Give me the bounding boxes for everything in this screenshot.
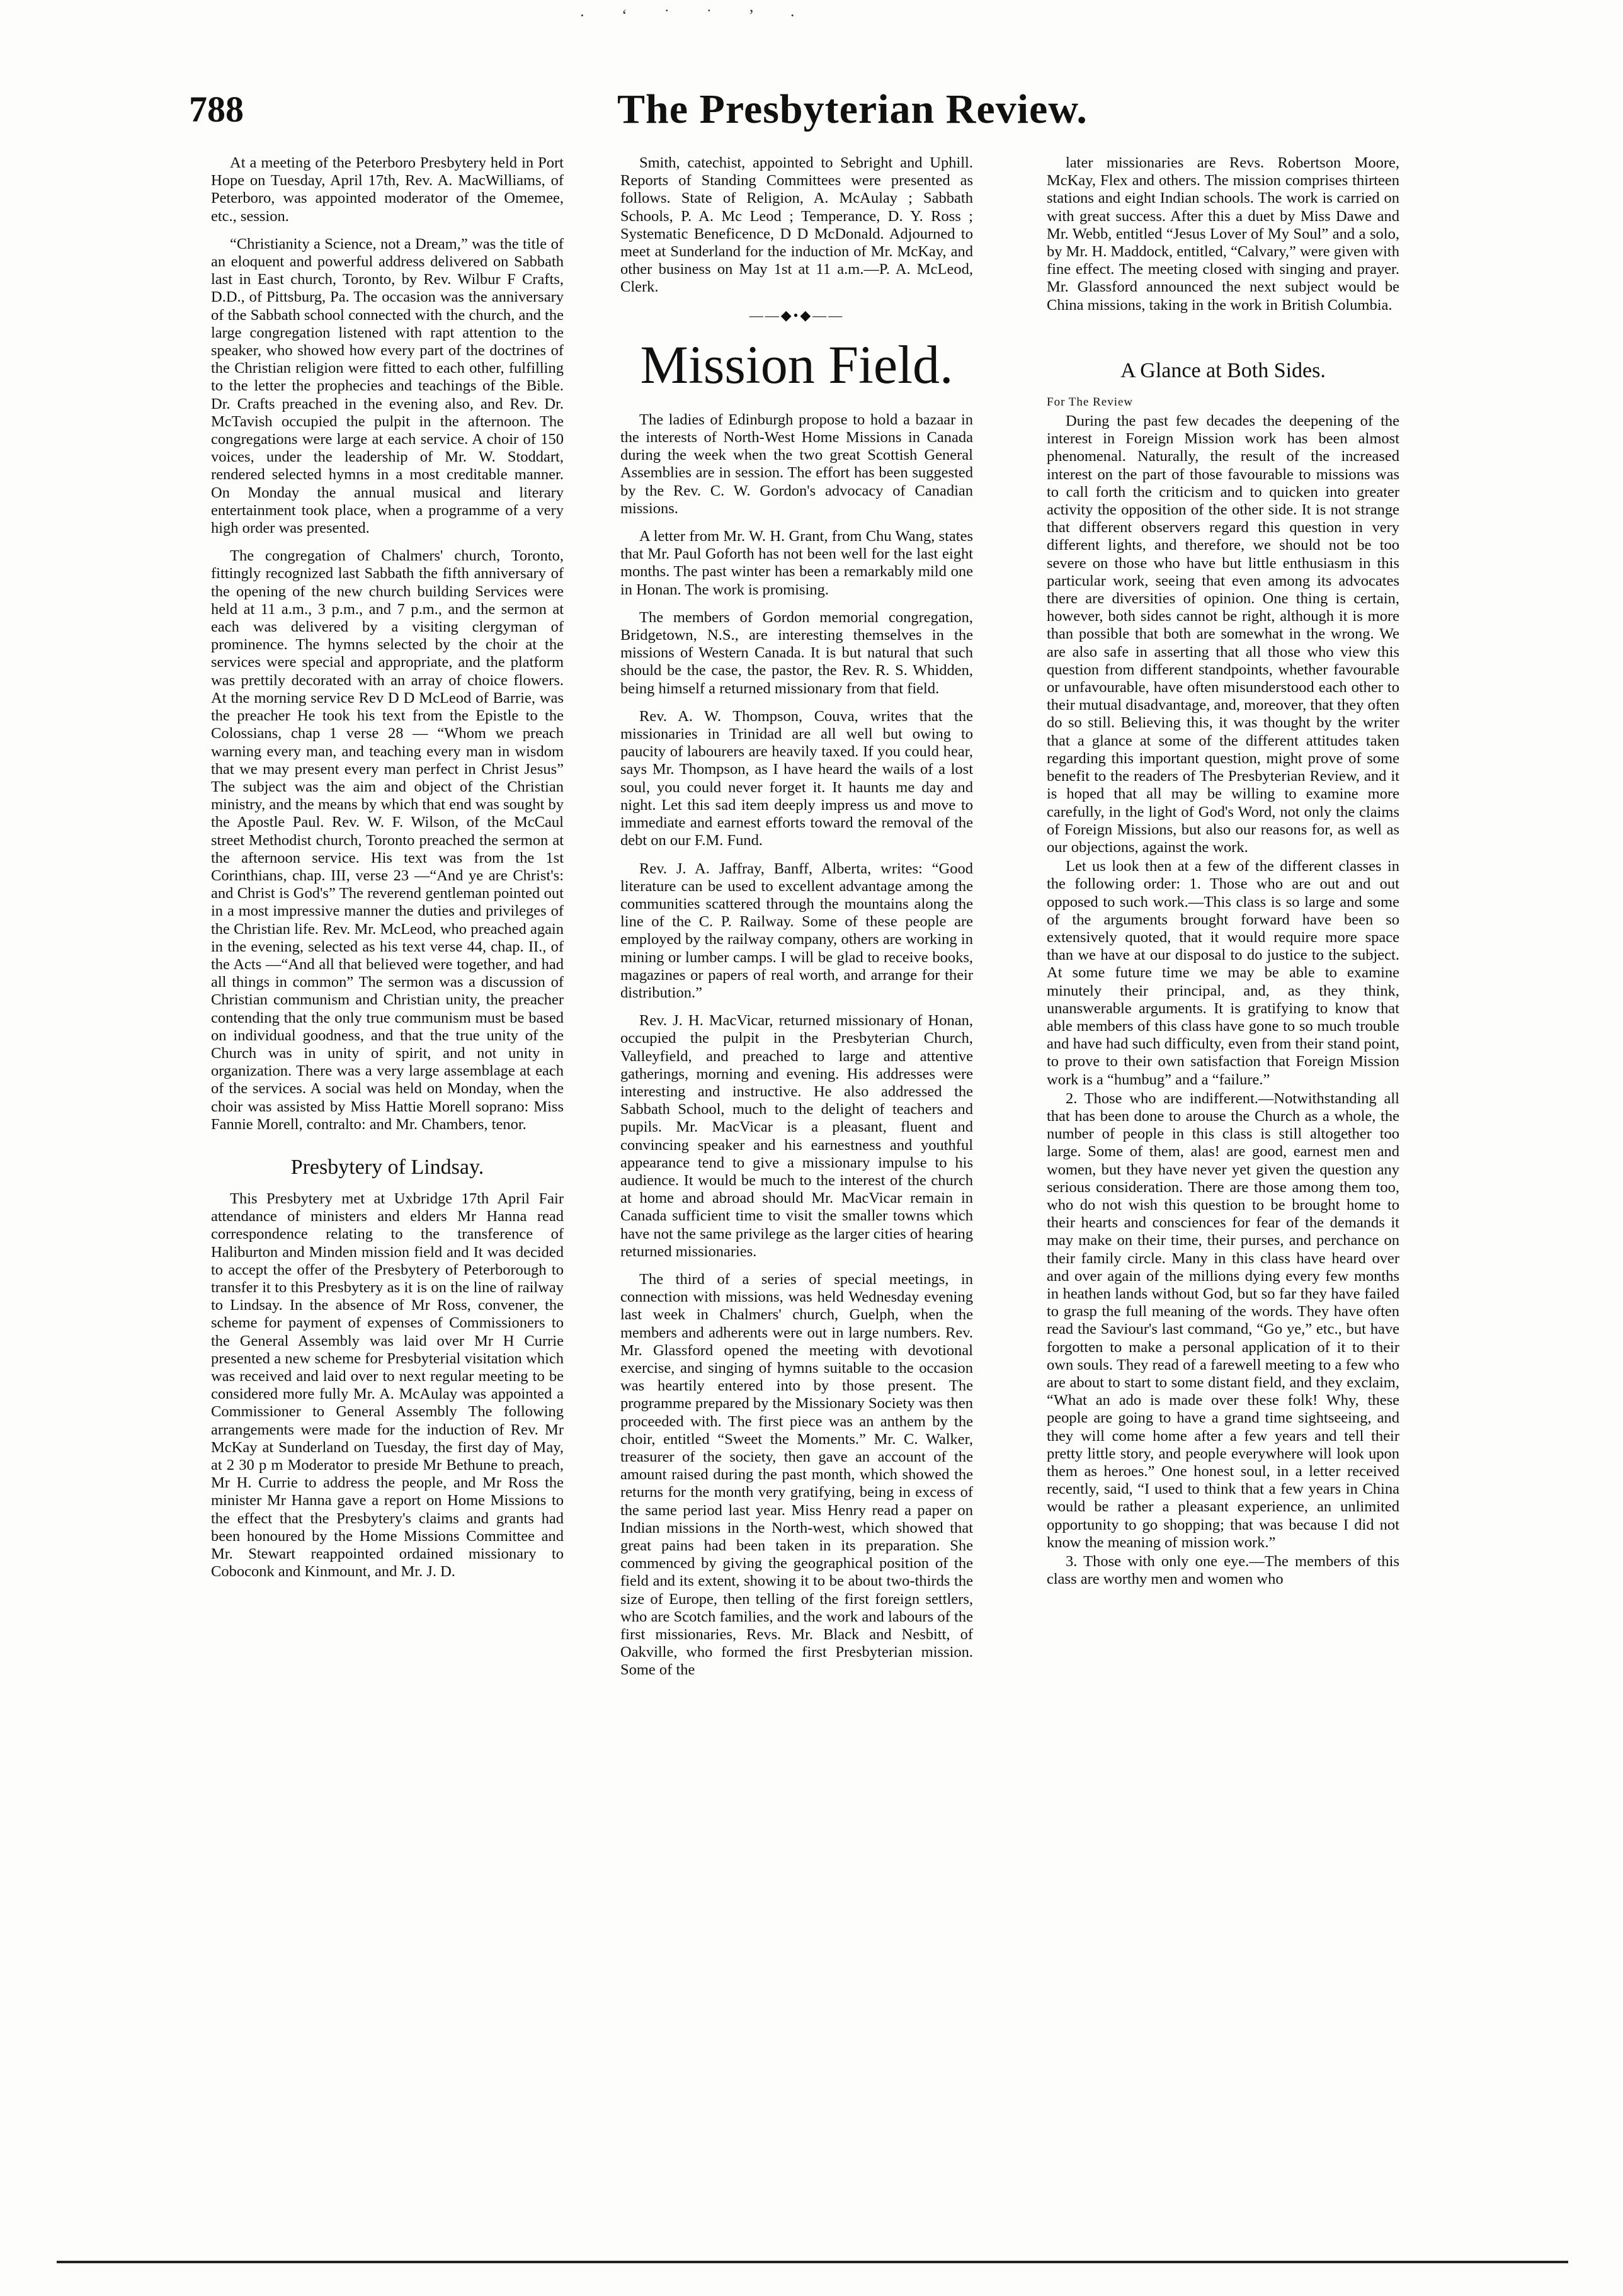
ornamental-divider: ——◆•◆—— (749, 307, 845, 323)
column-3 (1047, 154, 1399, 1588)
article-christianity-science: “Christianity a Science, not a Dream,” was the title of an eloquent and powerful address delivered on Sabbath last in East church, Toronto, by Rev. Wilbur F Crafts, D.D., of Pittsburg, Pa. The occasion was the anniversary of the Sabbath school connected with the church, and the large congregation listened with rapt attention to the speaker, who showed how every part of the doctrines of the Christian religion were fitted to each other, fulfilling to the letter the prophecies and teachings of the Bible. Dr. Crafts preached in the evening also, and Rev. Dr. McTavish occupied the pulpit in the afternoon. The congregations were large at each service. A choir of 150 voices, under the leadership of Mr. W. Stoddart, rendered selected hymns in a most creditable manner. On Monday the annual musical and literary entertainment took place, when a programme of a very high order was presented. (211, 235, 564, 537)
page-header (189, 88, 1449, 145)
bottom-rule (57, 2261, 1568, 2263)
journal-title: The Presbyterian Review. (617, 86, 1088, 132)
heading-glance-at-both-sides: A Glance at Both Sides. (1120, 358, 1326, 382)
item-jaffray-banff: Rev. J. A. Jaffray, Banff, Alberta, writes: “Good literature can be used to excellent advantage among the communities scattered through the mountains along the line of the C. P. Railway. Some of these people are employed by the railway company, others are working in mining or lumber camps. I will be glad to receive books, magazines or papers of real worth, and arrange for their distribution.” (620, 860, 973, 1001)
article-chalmers-anniversary: The congregation of Chalmers' church, Toronto, fittingly recognized last Sabbath the fifth anniversary of the opening of the new church building Services were held at 11 a.m., 3 p.m., and 7 p.m., and the sermon at each was delivered by a visiting clergyman of prominence. The hymns selected by the choir at the services were special and appropriate, and the platform was prettily decorated with an array of choice flowers. At the morning service Rev D D McLeod of Barrie, was the preacher He took his text from the Epistle to the Colossians, chap 1 verse 28 — “Whom we preach warning every man, and teaching every man in wisdom that we may present every man perfect in Christ Jesus” The subject was the aim and object of the Christian ministry, and the means by which that end was sought by the Apostle Paul. Rev. W. F. Wilson, of the McCaul street Methodist church, Toronto preached the sermon at the afternoon service. His text was from the 1st Corinthians, chap. III, verse 23 —“And ye are Christ's: and Christ is God's” The reverend gentleman pointed out in a most impressive manner the duties and privileges of the Christian life. Rev. Mr. McLeod, who preached again in the evening, selected as his text verse 44, chap. II., of the Acts —“And all that believed were together, and had all things in common” The sermon was a discussion of Christian communism and Christian unity, the preacher contending that the only true communism must be based on individual goodness, and that the true unity of the Church was in unity of spirit, and not unity in organization. There was a very large assemblage at each of the services. A social was held on Monday, when the choir was assisted by Miss Hattie Morell soprano: Miss Fannie Morell, contralto: and Mr. Chambers, tenor. (211, 547, 564, 1133)
article-glance-class-2: 2. Those who are indifferent.—Notwithstanding all that has been done to arouse the Church as a whole, the number of people in this class is still altogether too large. Some of them, alas! are good, earnest men and women, but they have never yet given the question any serious consideration. There are those among them too, who do not wish this question to be brought home to their hearts and consciences for fear of the demands it may make on their time, their purses, and perchance on their family circle. Many in this class have heard over and over again of the millions dying every few months in heathen lands without God, but so far they have failed to grasp the full meaning of the words. They have often read the Saviour's last command, “Go ye,” etc., but have forgotten to make a personal application of it to their own souls. They read of a farewell meeting to a few who are about to start to some distant field, and they exclaim, “What an ado is made over these folk! Why, these people are going to have a grand time sightseeing, and they will come home after a few years and tell their pretty little story, and people everywhere will look upon them as heroes.” One honest soul, in a letter received recently, said, “I used to think that a few years in China would be rather a pleasant experience, an unlimited opportunity to go shopping; that was because I did not know the meaning of mission work.” (1047, 1089, 1399, 1551)
article-glance-intro: During the past few decades the deepening of the interest in Foreign Mission work has been almost phenomenal. Naturally, the result of the increased interest on the part of those favourable to missions was to call forth the criticism and to quicken into greater activity the opposition of the other side. It is not strange that different observers regard this question in very different lights, and therefore, we should not be too severe on those who have but little enthusiasm in this particular work, seeing that even among its advocates there are diversities of opinion. One thing is certain, however, both sides cannot be right, although it is more than possible that both are somewhat in the wrong. We are also safe in asserting that all those who view this question from different standpoints, whether favourable or unfavourable, have often misunderstood each other to their mutual disadvantage, and, moreover, that they often do so still. Believing this, it was thought by the writer that a glance at some of the different attitudes taken regarding this important question, might prove of some benefit to the readers of The Presbyterian Review, and it is hoped that all may be willing to examine more carefully, in the light of God's Word, not only the claims of Foreign Missions, but also our reasons for, as well as our objections, against the work. (1047, 412, 1399, 856)
item-thompson-trinidad: Rev. A. W. Thompson, Couva, writes that the missionaries in Trinidad are all well but owing to paucity of labourers are heavily taxed. If you could hear, says Mr. Thompson, as I have heard the wails of a lost soul, you could never forget it. It haunts me day and night. Let this sad item deeply impress us and move to immediate and earnest efforts toward the removal of the debt on our F.M. Fund. (620, 707, 973, 850)
article-glance-class-3: 3. Those with only one eye.—The members of this class are worthy men and women who (1047, 1553, 1399, 1588)
heading-mission-field: Mission Field. (640, 334, 954, 395)
heading-presbytery-of-lindsay: Presbytery of Lindsay. (290, 1155, 484, 1179)
byline-for-the-review: For The Review (1047, 395, 1134, 409)
column-2 (620, 154, 973, 1679)
article-glance-class-1: Let us look then at a few of the different classes in the following order: 1. Those who are out and out opposed to such work.—This class is so large and some of the arguments brought forward have been so extensively quoted, that it would require more space than we have at our disposal to do justice to the subject. At some future time we may be able to examine minutely their principal, and, as they think, unanswerable arguments. It is gratifying to know that able members of this class have gone to so much trouble and have had such difficulty, even from their stand point, to prove to their own satisfaction that Foreign Mission work is a “humbug” and a “failure.” (1047, 858, 1399, 1088)
item-grant-letter: A letter from Mr. W. H. Grant, from Chu Wang, states that Mr. Paul Goforth has not been well for the last eight months. The past winter has been a remarkably mild one in Honan. The work is promising. (620, 528, 973, 598)
print-specks: · ‘ ˙ ˙ ’ · (579, 6, 812, 25)
article-lindsay-continued: Smith, catechist, appointed to Sebright and Uphill. Reports of Standing Committees were presented as follows. State of Religion, A. McAulay ; Sabbath Schools, P. A. Mc Leod ; Temperance, D. Y. Ross ; Systematic Beneficence, D D McDonald. Adjourned to meet at Sunderland for the induction of Mr. McKay, and other business on May 1st at 11 a.m.—P. A. McLeod, Clerk. (620, 154, 973, 296)
item-guelph-continued: later missionaries are Revs. Robertson Moore, McKay, Flex and others. The mission comprises thirteen stations and eight Indian schools. The work is carried on with great success. After this a duet by Miss Dawe and Mr. Webb, entitled “Jesus Lover of My Soul” and a solo, by Mr. H. Maddock, entitled, “Calvary,” were given with fine effect. The meeting closed with singing and prayer. Mr. Glassford announced the next subject would be China missions, taking in the work in British Columbia. (1047, 154, 1399, 314)
page-number: 788 (189, 89, 244, 130)
article-presbytery-of-lindsay: This Presbytery met at Uxbridge 17th April Fair attendance of ministers and elders Mr Hanna read correspondence relating to the transference of Haliburton and Minden mission field and It was decided to accept the offer of the Presbytery of Peterborough to transfer it to this Presbytery as it is on the line of railway to Lindsay. In the absence of Mr Ross, convener, the scheme for payment of expenses of Commissioners to the General Assembly was laid over Mr H Currie presented a new scheme for Presbyterial visitation which was received and laid over to next regular meeting to be considered more fully Mr. A. McAulay was appointed a Commissioner to General Assembly The following arrangements were made for the induction of Rev. Mr McKay at Sunderland on Tuesday, the first day of May, at 2 30 p m Moderator to preside Mr Bethune to preach, Mr H. Currie to address the people, and Mr Ross the minister Mr Hanna gave a report on Home Missions to the effect that the Presbytery's claims and grants had been honoured by the Home Missions Committee and Mr. Stewart reappointed ordained missionary to Coboconk and Kinmount, and Mr. J. D. (211, 1190, 564, 1581)
article-peterboro-presbytery: At a meeting of the Peterboro Presbytery held in Port Hope on Tuesday, April 17th, Rev. A. MacWilliams, of Peterboro, was appointed moderator of the Omemee, etc., session. (211, 154, 564, 225)
item-guelph-meetings: The third of a series of special meetings, in connection with missions, was held Wednesday evening last week in Chalmers' church, Guelph, when the members and adherents were out in large numbers. Rev. Mr. Glassford opened the meeting with devotional exercise, and singing of hymns suitable to the occasion was heartily entered into by those present. The programme prepared by the Missionary Society was then proceeded with. The first piece was an anthem by the choir, entitled “Sweet the Moments.” Mr. C. Walker, treasurer of the society, then gave an account of the amount raised during the past month, which showed the returns for the month very gratifying, being in excess of the same period last year. Miss Henry read a paper on Indian missions in the North-west, which showed that great pains had been taken in its preparation. She commenced by giving the geographical position of the field and its extent, showing it to be about two-thirds the size of Europe, then telling of the first foreign settlers, who are Scotch families, and the work and labours of the first missionaries, Revs. Mr. Black and Nesbitt, of Oakville, who formed the first Presbyterian mission. Some of the (620, 1270, 973, 1679)
item-edinburgh-bazaar: The ladies of Edinburgh propose to hold a bazaar in the interests of North-West Home Missions in Canada during the week when the two great Scottish General Assemblies are in session. The effort has been suggested by the Rev. C. W. Gordon's advocacy of Canadian missions. (620, 411, 973, 517)
column-1 (211, 154, 564, 1581)
item-macvicar-honan: Rev. J. H. MacVicar, returned missionary of Honan, occupied the pulpit in the Presbyterian Church, Valleyfield, and preached to large and attentive gatherings, morning and evening. His addresses were interesting and instructive. He also addressed the Sabbath School, much to the delight of teachers and pupils. Mr. MacVicar is a pleasant, fluent and convincing speaker and his earnestness and youthful appearance tend to give a missionary impulse to his audience. It would be much to the interest of the church at home and abroad should Mr. MacVicar remain in Canada sufficient time to visit the smaller towns which have not the same privilege as the larger cities of hearing returned missionaries. (620, 1012, 973, 1260)
item-gordon-memorial: The members of Gordon memorial congregation, Bridgetown, N.S., are interesting themselves in the missions of Western Canada. It is but natural that such should be the case, the pastor, the Rev. R. S. Whidden, being himself a returned missionary from that field. (620, 608, 973, 697)
